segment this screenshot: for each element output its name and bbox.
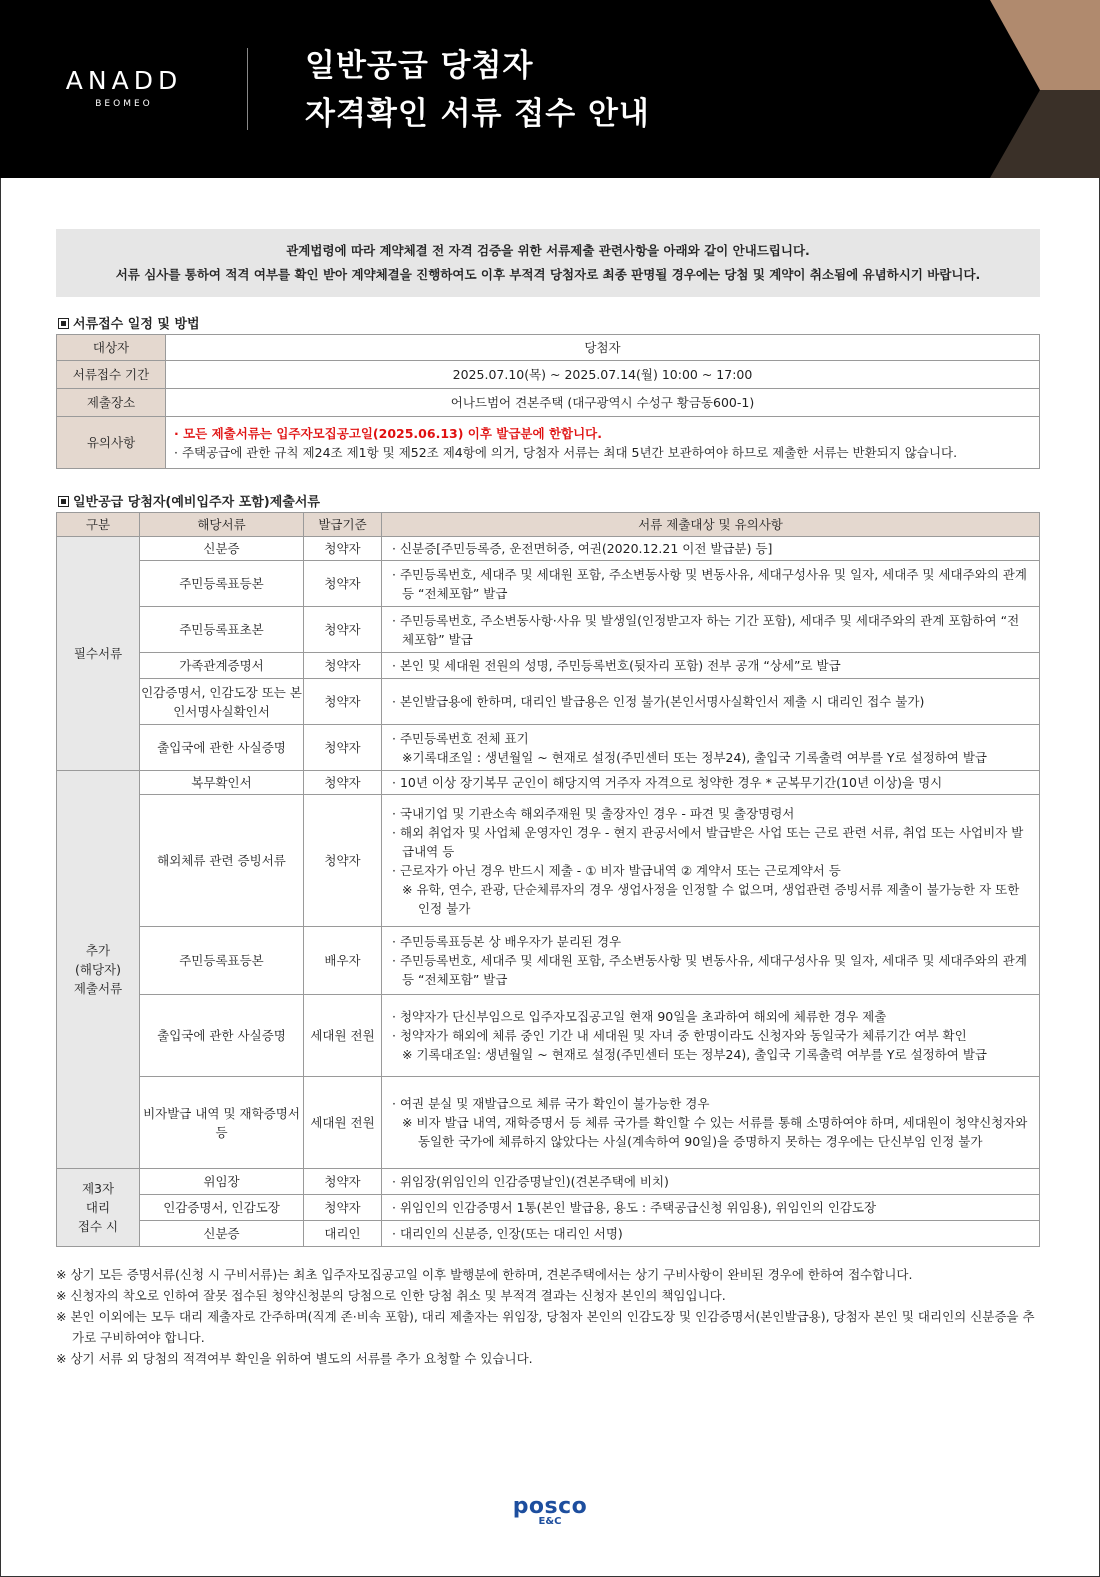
issuer-cell: 세대원 전원 (304, 1077, 382, 1169)
description-line: ※ 비자 발급 내역, 재학증명서 등 체류 국가를 확인할 수 있는 서류를 통해 소명하여야 하며, 세대원이 청약신청자와 동일한 국가에 체류하지 않았다는 사실(계속하여 90일)을 증명하지 못하는 경우에는 단신부임 인정 불가 (402, 1115, 1028, 1149)
value-cell: 2025.07.10(목) ~ 2025.07.14(월) 10:00 ~ 17:00 (166, 361, 1040, 389)
description-line: · 해외 취업자 및 사업체 운영자인 경우 - 현지 관공서에서 발급받은 사업 또는 근로 관련 서류, 취업 또는 사업비자 발급내역 등 (392, 824, 1024, 859)
description-line: ※ 기록대조일: 생년월일 ~ 현재로 설정(주민센터 또는 정부24), 출입국 기록출력 여부를 Y로 설정하여 발급 (402, 1047, 988, 1062)
table-row (57, 653, 1040, 679)
logo-sub: BEOMEO (95, 99, 153, 109)
document-name-cell: 주민등록표등본 (140, 561, 304, 607)
table-row (57, 927, 1040, 995)
description-line: · 대리인의 신분증, 인장(또는 대리인 서명) (392, 1226, 623, 1241)
table-row (57, 389, 1040, 417)
document-name-cell: 인감증명서, 인감도장 또는 본인서명사실확인서 (140, 679, 304, 725)
description-cell (382, 561, 1040, 607)
section-title-documents: 일반공급 당첨자(예비입주자 포함)제출서류 (58, 491, 320, 510)
table-row (57, 725, 1040, 771)
category-label: 필수서류 (73, 646, 123, 661)
table-row (57, 361, 1040, 389)
table-row (57, 679, 1040, 725)
description-line: · 청약자가 해외에 체류 중인 기간 내 세대원 및 자녀 중 한명이라도 신청자와 동일국가 체류기간 여부 확인 (392, 1028, 967, 1043)
document-name-cell: 복무확인서 (140, 771, 304, 795)
issuer-cell: 청약자 (304, 653, 382, 679)
document-name-cell: 위임장 (140, 1169, 304, 1195)
square-bullet-icon (58, 318, 69, 329)
table-row (57, 795, 1040, 927)
description-line: · 국내기업 및 기관소속 해외주재원 및 출장자인 경우 - 파견 및 출장명령서 (392, 805, 795, 821)
document-name-cell: 인감증명서, 인감도장 (140, 1195, 304, 1221)
title-line-1: 일반공급 당첨자 (305, 48, 534, 84)
table-row (57, 771, 1040, 795)
table-row (57, 561, 1040, 607)
description-line: · 위임인의 인감증명서 1통(본인 발급용, 용도 : 주택공급신청 위임용), 위임인의 인감도장 (392, 1200, 877, 1215)
document-name-cell: 출입국에 관한 사실증명 (140, 995, 304, 1077)
description-cell (382, 1195, 1040, 1221)
table-row (57, 537, 1040, 561)
issuer-cell: 청약자 (304, 607, 382, 653)
footnote: ※ 상기 서류 외 당첨의 적격여부 확인을 위하여 별도의 서류를 추가 요청할 수 있습니다. (56, 1351, 533, 1366)
section-title-schedule: 서류접수 일정 및 방법 (58, 313, 200, 332)
category-label: 제3자 (81, 1181, 115, 1196)
issuer-cell: 청약자 (304, 725, 382, 771)
table-row (57, 335, 1040, 361)
notice-line-2: 서류 심사를 통하여 적격 여부를 확인 받아 계약체결을 진행하여도 이후 부적격 당첨자로 최종 판명될 경우에는 당첨 및 계약이 취소됨에 유념하시기 바랍니다. (115, 267, 981, 282)
value-cell: 당첨자 (166, 335, 1040, 361)
document-name-cell: 주민등록표등본 (140, 927, 304, 995)
logo-main: ANADD (65, 66, 183, 95)
footnotes (56, 1264, 1046, 1369)
description-line: · 주민등록번호, 세대주 및 세대원 포함, 주소변동사항 및 변동사유, 세대구성사유 및 일자, 세대주 및 세대주와의 관계 등 “전체포함” 발급 (392, 953, 1027, 987)
issuer-cell: 청약자 (304, 561, 382, 607)
description-cell (382, 795, 1040, 927)
intro-notice (56, 229, 1040, 297)
header-divider (247, 48, 248, 130)
header-banner (0, 0, 1100, 178)
caution-red-text: · 모든 제출서류는 입주자모집공고일(2025.06.13) 이후 발급분에 한합니다. (174, 425, 602, 441)
category-label: 접수 시 (77, 1219, 119, 1234)
description-line: · 본인 및 세대원 전원의 성명, 주민등록번호(뒷자리 포함) 전부 공개 “상세”로 발급 (392, 658, 841, 673)
table-row (57, 1221, 1040, 1247)
category-label: 추가 (85, 943, 111, 958)
label-cell: 유의사항 (57, 417, 166, 469)
value-cell: 어나드범어 견본주택 (대구광역시 수성구 황금동600-1) (166, 389, 1040, 417)
posco-logo (495, 1494, 605, 1527)
description-line: ※기록대조일 : 생년월일 ~ 현재로 설정(주민센터 또는 정부24), 출입국 기록출력 여부를 Y로 설정하여 발급 (402, 749, 988, 765)
description-cell (382, 653, 1040, 679)
notice-line-1: 관계법령에 따라 계약체결 전 자격 검증을 위한 서류제출 관련사항을 아래와 같이 안내드립니다. (286, 243, 810, 258)
description-line: · 주민등록번호, 세대주 및 세대원 포함, 주소변동사항 및 변동사유, 세대구성사유 및 일자, 세대주 및 세대주와의 관계 등 “전체포함” 발급 (392, 566, 1027, 601)
document-name-cell: 신분증 (140, 1221, 304, 1247)
posco-logo-main: posco (512, 1494, 588, 1519)
table-row (57, 607, 1040, 653)
decorative-shapes (890, 0, 1100, 178)
footnote: ※ 상기 모든 증명서류(신청 시 구비서류)는 최초 입주자모집공고일 이후 발행분에 한하며, 견본주택에서는 상기 구비사항이 완비된 경우에 한하여 접수합니다. (56, 1267, 913, 1282)
document-name-cell: 주민등록표초본 (140, 607, 304, 653)
label-cell: 대상자 (57, 335, 166, 361)
description-line: · 여권 분실 및 재발급으로 체류 국가 확인이 불가능한 경우 (392, 1096, 710, 1111)
table-row (57, 417, 1040, 469)
description-cell (382, 1221, 1040, 1247)
documents-table (56, 512, 1040, 1247)
issuer-cell: 청약자 (304, 795, 382, 927)
category-cell (57, 537, 140, 771)
issuer-cell: 청약자 (304, 771, 382, 795)
table-row (57, 1077, 1040, 1169)
description-line: · 주민등록번호, 주소변동사항·사유 및 발생일(인정받고자 하는 기간 포함), 세대주 및 세대주와의 관계 포함하여 “전체포함” 발급 (392, 612, 1020, 647)
description-line: · 청약자가 단신부임으로 입주자모집공고일 현재 90일을 초과하여 해외에 체류한 경우 제출 (392, 1009, 887, 1024)
description-line: · 주민등록표등본 상 배우자가 분리된 경우 (392, 934, 622, 949)
footnote: ※ 본인 이외에는 모두 대리 제출자로 간주하며(직계 존·비속 포함), 대리 제출자는 위임장, 당첨자 본인의 인감도장 및 인감증명서(본인발급용), 당첨자 본인 및 대리인의 신분증을 추가로 구비하여야 합니다. (56, 1309, 1035, 1345)
table-row (57, 1169, 1040, 1195)
document-name-cell: 신분증 (140, 537, 304, 561)
title-line-2: 자격확인 서류 접수 안내 (305, 96, 650, 132)
issuer-cell: 청약자 (304, 1169, 382, 1195)
page-title (305, 42, 650, 138)
issuer-cell: 배우자 (304, 927, 382, 995)
description-line: · 위임장(위임인의 인감증명날인)(견본주택에 비치) (392, 1174, 669, 1189)
document-name-cell: 가족관계증명서 (140, 653, 304, 679)
schedule-table (56, 334, 1040, 469)
category-cell (57, 771, 140, 1169)
posco-logo-sub: E&C (538, 1516, 562, 1527)
caution-text: · 주택공급에 관한 규칙 제24조 제1항 및 제52조 제4항에 의거, 당첨자 서류는 최대 5년간 보관하여야 하므로 제출한 서류는 반환되지 않습니다. (174, 444, 958, 460)
description-cell (382, 679, 1040, 725)
table-row (57, 1195, 1040, 1221)
label-cell: 서류접수 기간 (57, 361, 166, 389)
description-line: · 근로자가 아닌 경우 반드시 제출 - ① 비자 발급내역 ② 계약서 또는 근로계약서 등 (392, 862, 841, 878)
description-cell (382, 771, 1040, 795)
description-cell (382, 1077, 1040, 1169)
issuer-cell: 청약자 (304, 537, 382, 561)
col-header: 서류 제출대상 및 유의사항 (382, 513, 1040, 537)
anadd-logo (56, 66, 192, 109)
description-line: · 신분증[주민등록증, 운전면허증, 여권(2020.12.21 이전 발급분) 등] (392, 541, 773, 556)
description-line: · 본인발급용에 한하며, 대리인 발급용은 인정 불가(본인서명사실확인서 제출 시 대리인 접수 불가) (392, 694, 925, 709)
document-name-cell: 해외체류 관련 증빙서류 (140, 795, 304, 927)
footnote: ※ 신청자의 착오로 인하여 잘못 접수된 청약신청분의 당첨으로 인한 당첨 취소 및 부적격 결과는 신청자 본인의 책임입니다. (56, 1288, 726, 1303)
category-label: 대리 (85, 1200, 111, 1215)
description-line: · 주민등록번호 전체 표기 (392, 730, 529, 746)
square-bullet-icon (58, 496, 69, 507)
label-cell: 제출장소 (57, 389, 166, 417)
description-cell (382, 995, 1040, 1077)
col-header: 해당서류 (140, 513, 304, 537)
issuer-cell: 대리인 (304, 1221, 382, 1247)
description-cell (382, 927, 1040, 995)
document-name-cell: 비자발급 내역 및 재학증명서 등 (140, 1077, 304, 1169)
description-cell (382, 725, 1040, 771)
document-name-cell: 출입국에 관한 사실증명 (140, 725, 304, 771)
description-line: ※ 유학, 연수, 관광, 단순체류자의 경우 생업사정을 인정할 수 없으며, 생업관련 증빙서류 제출이 불가능한 자 또한 인정 불가 (402, 881, 1020, 916)
category-label: (해당자) (75, 962, 121, 977)
description-cell (382, 1169, 1040, 1195)
table-row (57, 995, 1040, 1077)
col-header: 구분 (57, 513, 140, 537)
table-header-row (57, 513, 1040, 537)
description-line: · 10년 이상 장기복무 군인이 해당지역 거주자 자격으로 청약한 경우 * 군복무기간(10년 이상)을 명시 (392, 775, 943, 790)
col-header: 발급기준 (304, 513, 382, 537)
category-label: 제출서류 (73, 981, 123, 996)
issuer-cell: 세대원 전원 (304, 995, 382, 1077)
issuer-cell: 청약자 (304, 1195, 382, 1221)
description-cell (382, 537, 1040, 561)
category-cell (57, 1169, 140, 1247)
description-cell (382, 607, 1040, 653)
issuer-cell: 청약자 (304, 679, 382, 725)
caution-cell (166, 417, 1040, 469)
